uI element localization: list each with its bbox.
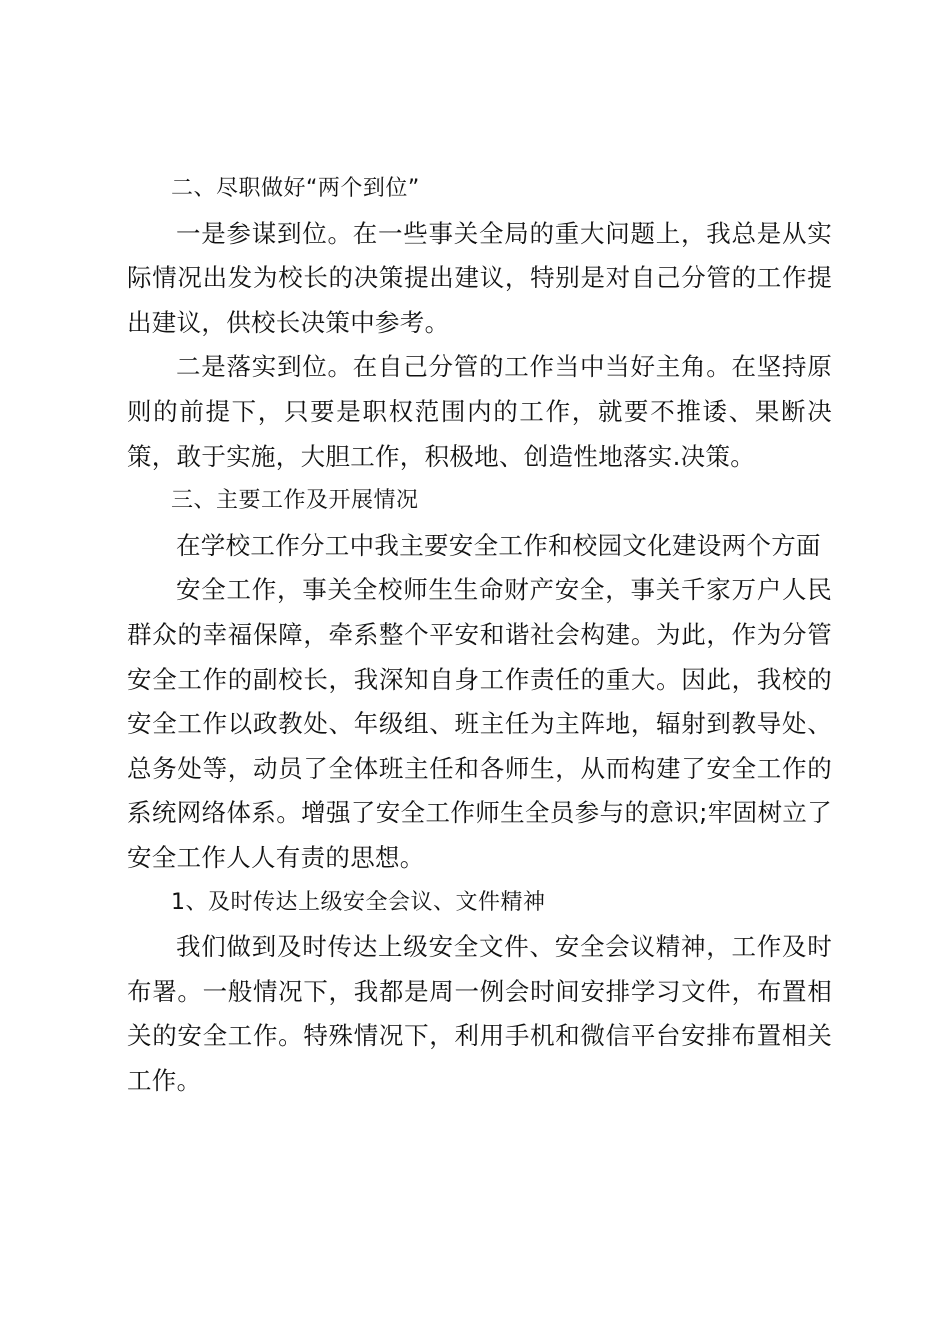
section-heading-two: 二、尽职做好“两个到位” <box>171 176 420 201</box>
paragraph-safety-work: 安全工作，事关全校师生生命财产安全，事关千家万户人民群众的幸福保障，牵系整个平安和谐社会构建。为此，作为分管安全工作的副校长，我深知自身工作责任的重大。因此，我校的安全工作以政教处、年级组、班主任为主阵地，辐射到教导处、总务处等，动员了全体班主任和各师生，从而构建了安全工作的系统网络体系。增强了安全工作师生全员参与的意识;牢固树立了安全工作人人有责的思想。 <box>127 575 832 872</box>
paragraph-work-division: 在学校工作分工中我主要安全工作和校园文化建设两个方面 <box>176 530 821 560</box>
paragraph-timely-deployment: 我们做到及时传达上级安全文件、安全会议精神，工作及时布署。一般情况下，我都是周一例会时间安排学习文件，布置相关的安全工作。特殊情况下，利用手机和微信平台安排布置相关工作。 <box>127 932 832 1095</box>
subheading-convey-spirit: 1、及时传达上级安全会议、文件精神 <box>171 889 546 915</box>
paragraph-implementation: 二是落实到位。在自己分管的工作当中当好主角。在坚持原则的前提下，只要是职权范围内的工作，就要不推诿、果断决策，敢于实施，大胆工作，积极地、创造性地落实.决策。 <box>127 352 832 471</box>
section-heading-three: 三、主要工作及开展情况 <box>171 488 419 514</box>
document-body <box>127 167 832 1103</box>
paragraph-advice: 一是参谋到位。在一些事关全局的重大问题上，我总是从实际情况出发为校长的决策提出建议，特别是对自己分管的工作提出建议，供校长决策中参考。 <box>127 218 832 337</box>
